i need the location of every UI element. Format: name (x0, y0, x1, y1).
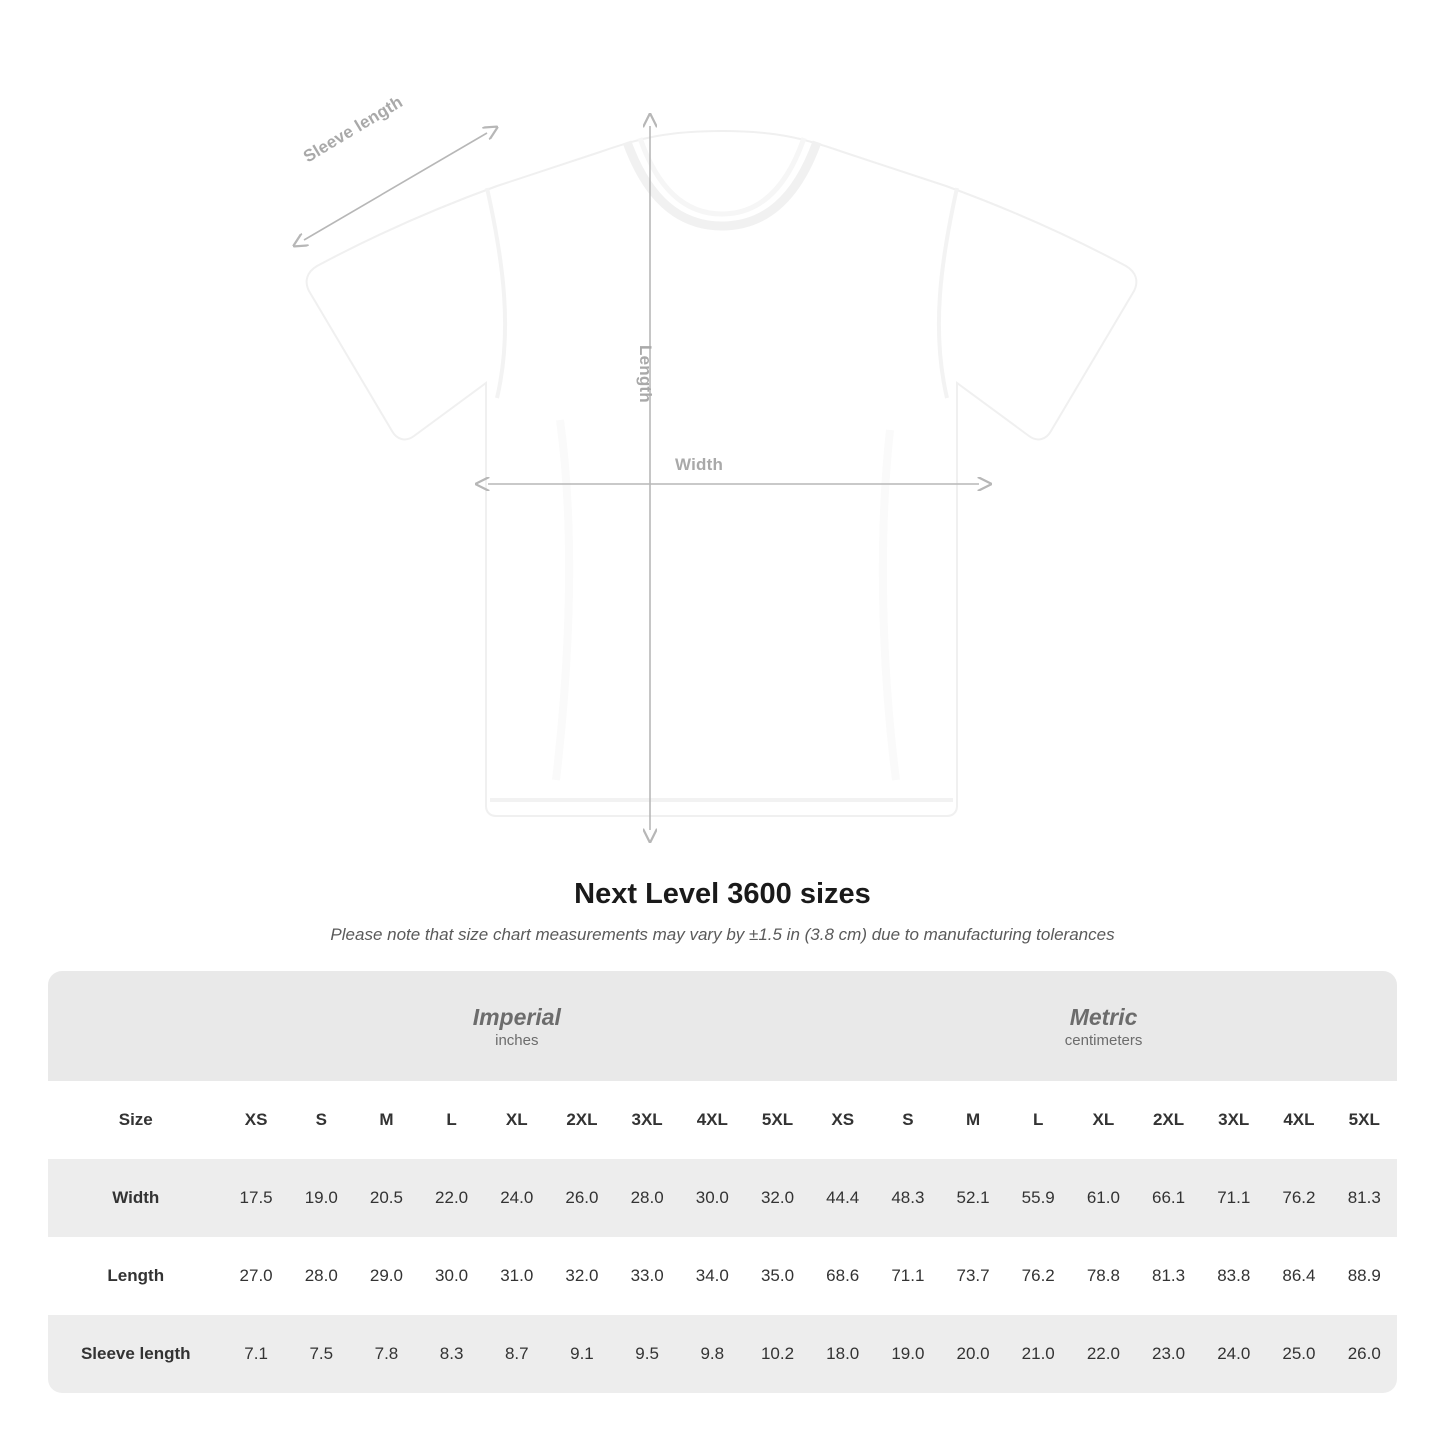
size-header-4xl-imperial: 4XL (696, 1110, 728, 1129)
size-header-3xl-metric: 3XL (1218, 1110, 1250, 1129)
width-3xl-metric: 71.1 (1217, 1188, 1251, 1207)
width-3xl-imperial: 28.0 (630, 1188, 664, 1207)
length-5xl-imperial: 35.0 (760, 1266, 795, 1285)
size-header-3xl-imperial: 3XL (631, 1110, 663, 1129)
sleeve-xl-imperial: 8.7 (504, 1344, 529, 1363)
size-header-l-metric: L (1033, 1110, 1044, 1129)
length-5xl-metric: 88.9 (1347, 1266, 1381, 1285)
sleeve-2xl-imperial: 9.1 (570, 1344, 594, 1363)
length-l-metric: 76.2 (1021, 1266, 1055, 1285)
sleeve-5xl-metric: 26.0 (1347, 1344, 1381, 1363)
unit-name-imperial: Imperial (472, 1004, 561, 1031)
table-size-row (48, 1081, 1397, 1159)
length-3xl-imperial: 33.0 (630, 1266, 664, 1285)
length-4xl-imperial: 34.0 (695, 1266, 729, 1285)
size-header-5xl-imperial: 5XL (761, 1110, 794, 1129)
sleeve-m-imperial: 7.8 (374, 1344, 399, 1363)
table-row-width (48, 1159, 1397, 1237)
width-xl-imperial: 24.0 (500, 1188, 534, 1207)
unit-header-imperial (224, 971, 811, 1081)
size-header-m-imperial: M (379, 1110, 394, 1129)
sleeve-m-metric: 20.0 (956, 1344, 990, 1363)
size-header-l-imperial: L (446, 1110, 457, 1129)
row-label-sleeve-length: Sleeve length (80, 1344, 191, 1363)
size-header-xl-metric: XL (1092, 1110, 1115, 1129)
tolerance-note: Please note that size chart measurements may vary by ±1.5 in (3.8 cm) due to manufacturing tolerances (330, 925, 1115, 944)
length-3xl-metric: 83.8 (1217, 1266, 1251, 1285)
length-s-metric: 71.1 (891, 1266, 925, 1285)
unit-sub-metric: centimeters (1064, 1031, 1143, 1049)
size-header-s-metric: S (902, 1110, 914, 1129)
width-label: Width (675, 455, 724, 474)
table-row-length (48, 1237, 1397, 1315)
width-s-imperial: 19.0 (304, 1188, 338, 1207)
sleeve-4xl-imperial: 9.8 (700, 1344, 725, 1363)
width-s-metric: 48.3 (891, 1188, 925, 1207)
length-xs-imperial: 27.0 (239, 1266, 273, 1285)
sleeve-xl-metric: 22.0 (1086, 1344, 1120, 1363)
width-4xl-metric: 76.2 (1282, 1188, 1316, 1207)
sleeve-s-metric: 19.0 (891, 1344, 925, 1363)
length-xl-metric: 78.8 (1086, 1266, 1120, 1285)
title-block (0, 878, 1445, 945)
size-header-5xl-metric: 5XL (1348, 1110, 1380, 1129)
sleeve-5xl-imperial: 10.2 (760, 1344, 795, 1363)
table-unit-header-row (48, 971, 1397, 1081)
size-header-xl-imperial: XL (505, 1110, 528, 1129)
size-header-xs-imperial: XS (244, 1110, 268, 1129)
width-m-imperial: 20.5 (369, 1188, 403, 1207)
width-5xl-imperial: 32.0 (760, 1188, 795, 1207)
size-row-label: Size (118, 1110, 153, 1129)
sleeve-l-metric: 21.0 (1021, 1344, 1055, 1363)
unit-header-spacer (48, 971, 224, 1081)
size-header-m-metric: M (965, 1110, 981, 1129)
width-xs-metric: 44.4 (826, 1188, 860, 1207)
unit-name-metric: Metric (1069, 1004, 1138, 1031)
sleeve-xs-imperial: 7.1 (244, 1344, 268, 1363)
length-2xl-metric: 81.3 (1152, 1266, 1186, 1285)
sleeve-s-imperial: 7.5 (309, 1344, 334, 1363)
unit-sub-imperial: inches (495, 1031, 539, 1049)
sleeve-l-imperial: 8.3 (439, 1344, 464, 1363)
width-xs-imperial: 17.5 (239, 1188, 273, 1207)
length-label: Length (636, 345, 655, 403)
size-header-s-imperial: S (315, 1110, 327, 1129)
length-l-imperial: 30.0 (435, 1266, 469, 1285)
size-header-xs-metric: XS (831, 1110, 855, 1129)
width-xl-metric: 61.0 (1086, 1188, 1120, 1207)
width-2xl-imperial: 26.0 (565, 1188, 599, 1207)
width-l-imperial: 22.0 (435, 1188, 469, 1207)
width-l-metric: 55.9 (1021, 1188, 1055, 1207)
size-table-container (48, 971, 1397, 1393)
sleeve-3xl-metric: 24.0 (1217, 1344, 1251, 1363)
size-header-2xl-metric: 2XL (1152, 1110, 1185, 1129)
size-header-2xl-imperial: 2XL (566, 1110, 598, 1129)
sleeve-xs-metric: 18.0 (826, 1344, 860, 1363)
width-2xl-metric: 66.1 (1152, 1188, 1186, 1207)
width-4xl-imperial: 30.0 (695, 1188, 729, 1207)
unit-header-metric (810, 971, 1397, 1081)
size-header-4xl-metric: 4XL (1283, 1110, 1315, 1129)
length-m-imperial: 29.0 (369, 1266, 403, 1285)
row-label-width: Width (112, 1188, 160, 1207)
length-m-metric: 73.7 (956, 1266, 990, 1285)
width-5xl-metric: 81.3 (1347, 1188, 1381, 1207)
size-table (48, 971, 1397, 1393)
sleeve-2xl-metric: 23.0 (1152, 1344, 1186, 1363)
width-m-metric: 52.1 (956, 1188, 990, 1207)
table-row-sleeve-length (48, 1315, 1397, 1393)
length-xs-metric: 68.6 (826, 1266, 860, 1285)
sleeve-3xl-imperial: 9.5 (635, 1344, 659, 1363)
row-label-length: Length (107, 1266, 165, 1285)
page-title: Next Level 3600 sizes (574, 878, 871, 910)
length-xl-imperial: 31.0 (500, 1266, 534, 1285)
length-4xl-metric: 86.4 (1282, 1266, 1316, 1285)
length-s-imperial: 28.0 (304, 1266, 338, 1285)
sleeve-length-label: Sleeve length (300, 92, 406, 167)
sleeve-4xl-metric: 25.0 (1282, 1344, 1316, 1363)
length-2xl-imperial: 32.0 (565, 1266, 599, 1285)
